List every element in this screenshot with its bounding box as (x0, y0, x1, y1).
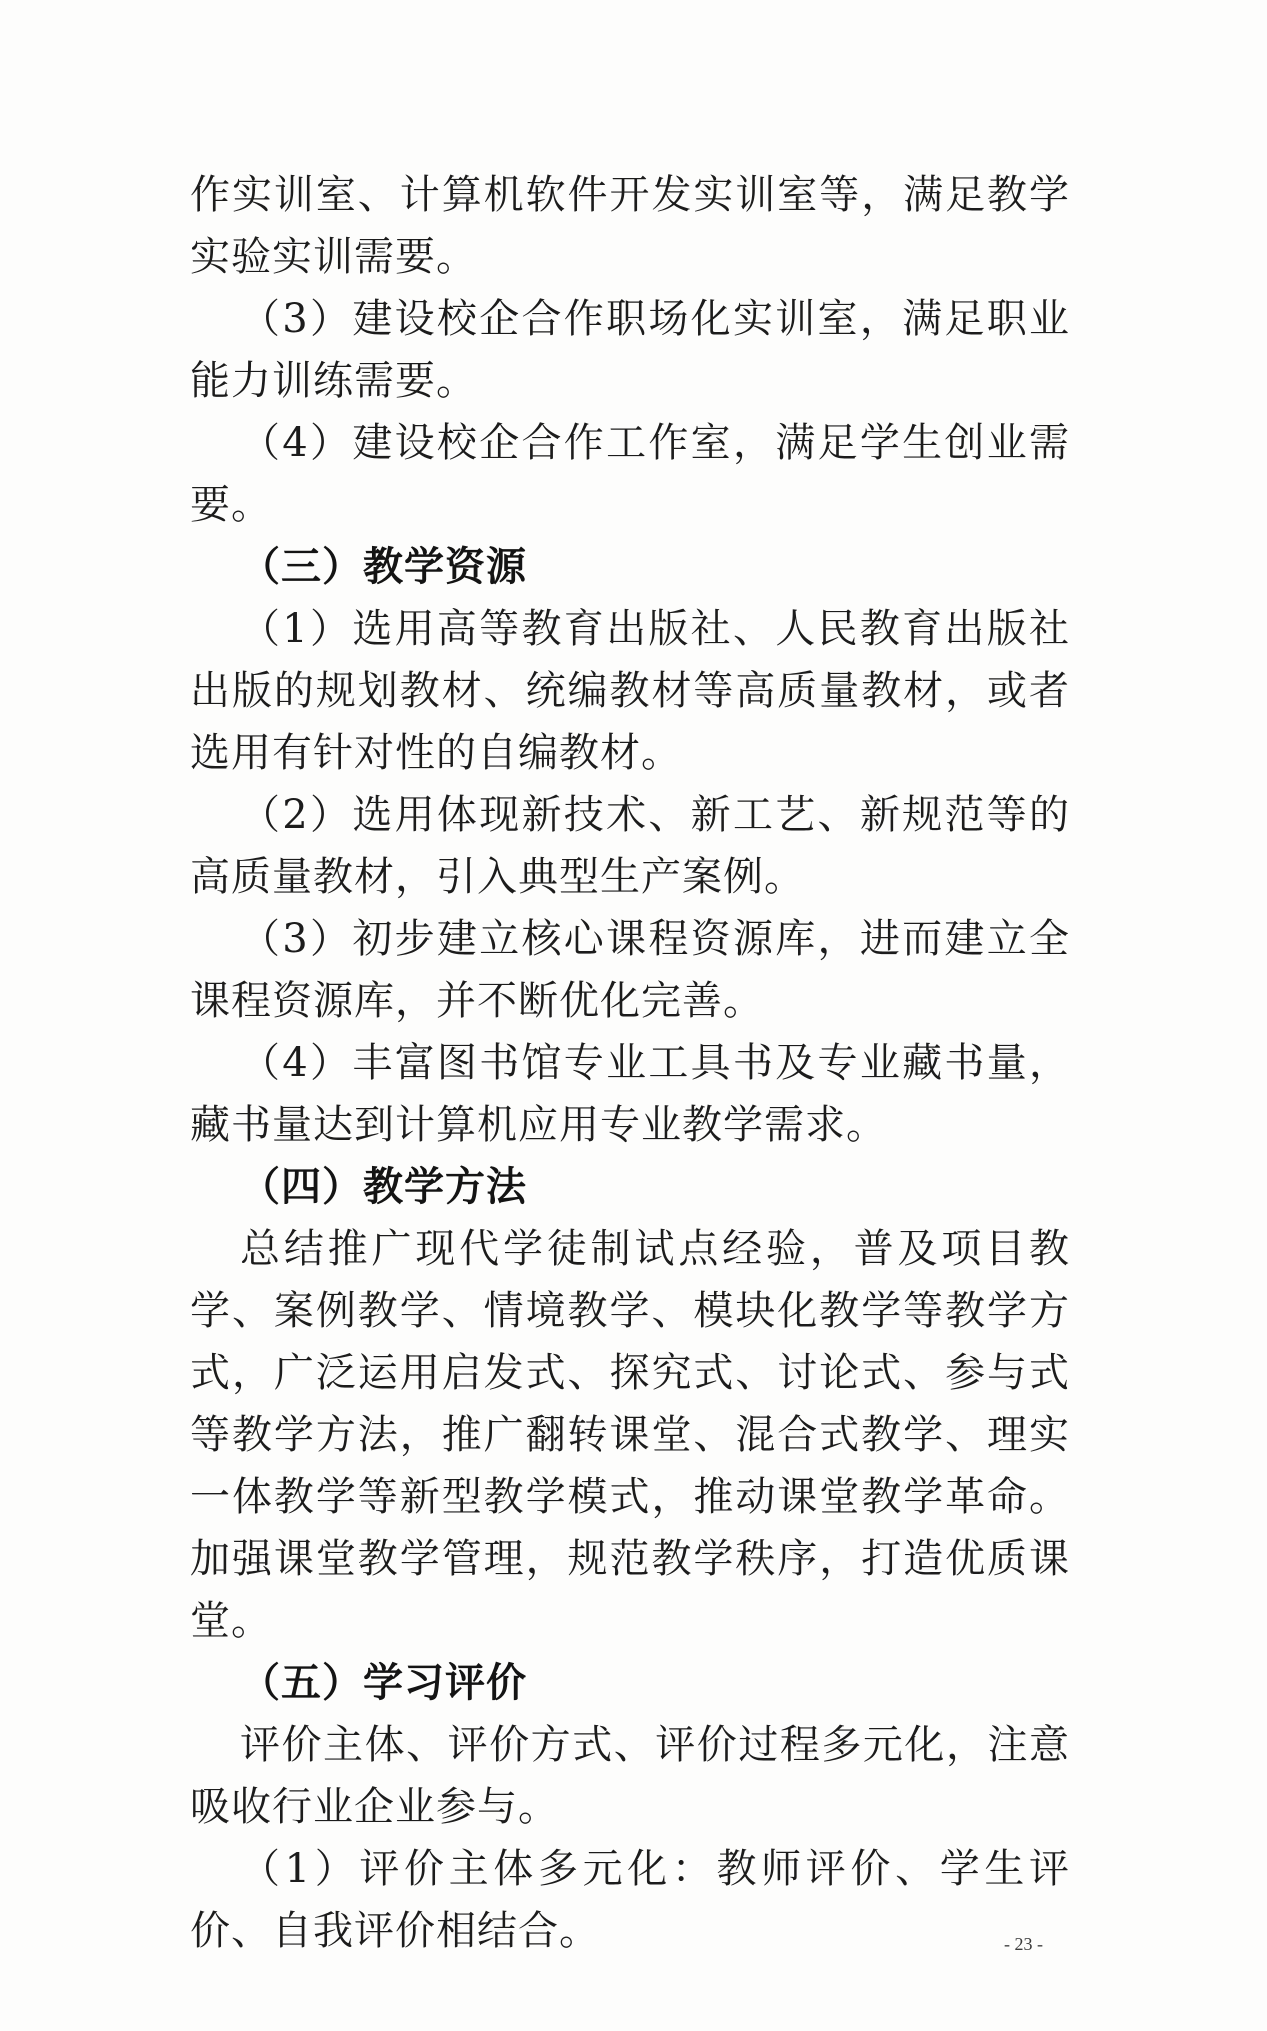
paragraph-resource-4: （4）丰富图书馆专业工具书及专业藏书量，藏书量达到计算机应用专业教学需求。 (190, 1040, 1070, 1148)
paragraph-teaching-methods: 总结推广现代学徒制试点经验，普及项目教学、案例教学、情境教学、模块化教学等教学方式，广泛运用启发式、探究式、讨论式、参与式等教学方法，推广翻转课堂、混合式教学、理实一体教学等新型教学模式，推动课堂教学革命。加强课堂教学管理，规范教学秩序，打造优质课堂。 (190, 1226, 1070, 1644)
document-body (190, 164, 1070, 1962)
paragraph-resource-3: （3）初步建立核心课程资源库，进而建立全课程资源库，并不断优化完善。 (190, 916, 1070, 1024)
section-heading-teaching-methods: （四）教学方法 (240, 1163, 527, 1210)
paragraph-item-3-workplace-rooms: （3）建设校企合作职场化实训室，满足职业能力训练需要。 (190, 296, 1070, 404)
section-heading-teaching-resources: （三）教学资源 (240, 543, 527, 590)
paragraph-training-rooms-cont: 作实训室、计算机软件开发实训室等，满足教学实验实训需要。 (190, 172, 1070, 280)
paragraph-evaluation-intro: 评价主体、评价方式、评价过程多元化，注意吸收行业企业参与。 (190, 1722, 1070, 1830)
paragraph-resource-1: （1）选用高等教育出版社、人民教育出版社出版的规划教材、统编教材等高质量教材，或者选用有针对性的自编教材。 (190, 606, 1070, 776)
page-number: - 23 - (1004, 1934, 1043, 1954)
paragraph-evaluation-1: （1）评价主体多元化：教师评价、学生评价、自我评价相结合。 (190, 1846, 1070, 1954)
paragraph-resource-2: （2）选用体现新技术、新工艺、新规范等的高质量教材，引入典型生产案例。 (190, 792, 1070, 900)
section-heading-learning-evaluation: （五）学习评价 (240, 1659, 527, 1706)
paragraph-item-4-studios: （4）建设校企合作工作室，满足学生创业需要。 (190, 420, 1070, 528)
